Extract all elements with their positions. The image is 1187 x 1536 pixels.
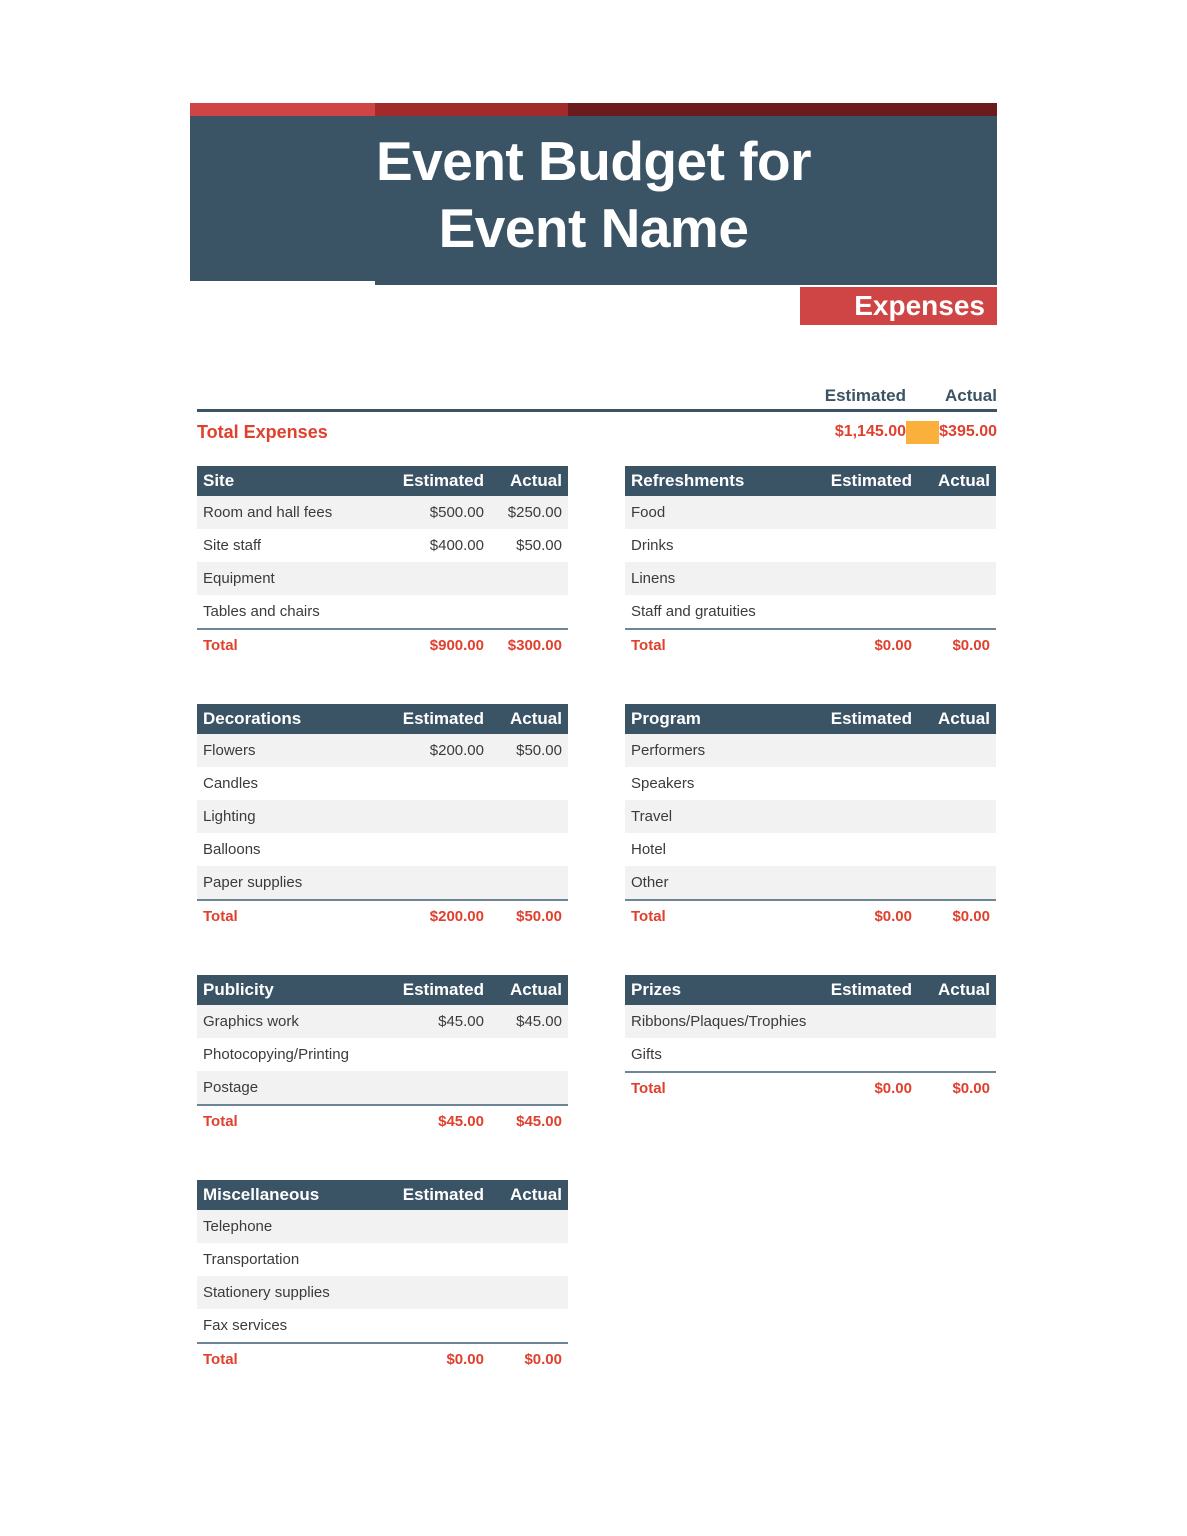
category-total-actual: $50.00	[516, 907, 562, 925]
category-total-estimated: $45.00	[438, 1112, 484, 1130]
category-title: Program	[631, 709, 701, 728]
category-total-actual: $0.00	[952, 907, 990, 925]
category-actual-header: Actual	[510, 980, 562, 999]
table-row[interactable]	[625, 595, 996, 628]
category-actual-header: Actual	[938, 709, 990, 728]
table-row[interactable]	[197, 1210, 568, 1243]
line-item-name: Lighting	[203, 808, 256, 825]
category-title: Decorations	[203, 709, 302, 728]
table-row[interactable]	[197, 1243, 568, 1276]
category-title: Refreshments	[631, 471, 745, 490]
category-header-row	[197, 704, 568, 734]
total-expenses-actual: $395.00	[939, 423, 997, 440]
line-item-name: Paper supplies	[203, 874, 303, 891]
line-item-actual[interactable]: $45.00	[516, 1013, 562, 1030]
table-row[interactable]	[625, 833, 996, 866]
category-estimated-header: Estimated	[830, 980, 912, 999]
line-item-name: Candles	[203, 775, 259, 792]
category-total-label: Total	[631, 636, 666, 654]
line-item-name: Photocopying/Printing	[203, 1046, 349, 1063]
line-item-name: Food	[631, 504, 666, 521]
category-total-label: Total	[203, 907, 238, 925]
expenses-tag-label: Expenses	[854, 290, 985, 321]
total-expenses-label: Total Expenses	[197, 421, 328, 442]
page-title-line2: Event Name	[438, 197, 749, 260]
line-item-name: Speakers	[631, 775, 695, 792]
table-row[interactable]	[625, 1038, 996, 1071]
table-row[interactable]	[197, 833, 568, 866]
category-header-row	[197, 975, 568, 1005]
line-item-estimated[interactable]: $45.00	[438, 1013, 484, 1030]
line-item-actual[interactable]: $250.00	[507, 504, 562, 521]
category-table-decorations	[197, 704, 568, 931]
table-row[interactable]	[197, 1071, 568, 1104]
category-title: Publicity	[203, 980, 274, 999]
table-row[interactable]	[625, 866, 996, 899]
line-item-name: Room and hall fees	[203, 504, 333, 521]
category-total-actual: $300.00	[507, 636, 562, 654]
category-total-actual: $0.00	[524, 1350, 562, 1368]
total-actual-header: Actual	[945, 386, 997, 405]
line-item-name: Tables and chairs	[203, 603, 320, 620]
category-table-miscellaneous	[197, 1180, 568, 1374]
category-header-row	[625, 704, 996, 734]
line-item-name: Equipment	[203, 570, 275, 587]
category-table-publicity	[197, 975, 568, 1136]
category-title: Prizes	[631, 980, 682, 999]
line-item-name: Telephone	[203, 1218, 273, 1235]
table-row[interactable]	[625, 1005, 996, 1038]
line-item-name: Ribbons/Plaques/Trophies	[631, 1013, 807, 1030]
category-total-label: Total	[631, 907, 666, 925]
table-row[interactable]	[197, 1005, 568, 1038]
total-estimated-header: Estimated	[824, 386, 906, 405]
category-total-estimated: $0.00	[446, 1350, 484, 1368]
table-row[interactable]	[197, 496, 568, 529]
category-total-row	[197, 1106, 568, 1136]
line-item-name: Site staff	[203, 537, 262, 554]
category-total-actual: $0.00	[952, 1079, 990, 1097]
category-estimated-header: Estimated	[830, 471, 912, 490]
line-item-estimated[interactable]: $200.00	[429, 742, 484, 759]
line-item-actual[interactable]: $50.00	[516, 742, 562, 759]
category-total-row	[625, 1073, 996, 1103]
category-total-label: Total	[203, 1350, 238, 1368]
table-row[interactable]	[197, 800, 568, 833]
category-estimated-header: Estimated	[830, 709, 912, 728]
table-row[interactable]	[625, 767, 996, 800]
category-table-prizes	[625, 975, 996, 1103]
table-row[interactable]	[197, 734, 568, 767]
table-row[interactable]	[197, 1276, 568, 1309]
line-item-name: Stationery supplies	[203, 1284, 330, 1301]
category-table-program	[625, 704, 996, 931]
category-total-row	[625, 901, 996, 931]
table-row[interactable]	[197, 866, 568, 899]
table-row[interactable]	[197, 1309, 568, 1342]
line-item-name: Linens	[631, 570, 676, 587]
page-title-line1: Event Budget for	[375, 130, 812, 192]
category-header-row	[197, 466, 568, 496]
line-item-name: Postage	[203, 1079, 259, 1096]
line-item-estimated[interactable]: $500.00	[429, 504, 484, 521]
table-row[interactable]	[625, 562, 996, 595]
line-item-name: Fax services	[203, 1317, 288, 1334]
category-estimated-header: Estimated	[402, 980, 484, 999]
total-expenses-estimated: $1,145.00	[834, 423, 906, 440]
category-total-row	[197, 901, 568, 931]
line-item-name: Travel	[631, 808, 673, 825]
category-total-row	[197, 630, 568, 660]
category-table-refreshments	[625, 466, 996, 660]
line-item-name: Drinks	[631, 537, 674, 554]
table-row[interactable]	[625, 496, 996, 529]
line-item-name: Flowers	[203, 742, 256, 759]
table-row[interactable]	[625, 529, 996, 562]
line-item-actual[interactable]: $50.00	[516, 537, 562, 554]
category-total-row	[197, 1344, 568, 1374]
category-total-label: Total	[203, 1112, 238, 1130]
category-actual-header: Actual	[510, 1185, 562, 1204]
category-table-site	[197, 466, 568, 660]
category-actual-header: Actual	[938, 980, 990, 999]
category-total-estimated: $0.00	[874, 907, 912, 925]
line-item-estimated[interactable]: $400.00	[429, 537, 484, 554]
category-estimated-header: Estimated	[402, 1185, 484, 1204]
category-header-row	[625, 466, 996, 496]
line-item-name: Graphics work	[203, 1013, 299, 1030]
category-estimated-header: Estimated	[402, 709, 484, 728]
category-total-actual: $45.00	[516, 1112, 562, 1130]
table-row[interactable]	[197, 595, 568, 628]
category-estimated-header: Estimated	[402, 471, 484, 490]
table-row[interactable]	[625, 800, 996, 833]
category-total-row	[625, 630, 996, 660]
line-item-name: Gifts	[631, 1046, 662, 1063]
line-item-name: Performers	[631, 742, 706, 759]
table-row[interactable]	[625, 734, 996, 767]
category-total-estimated: $200.00	[429, 907, 484, 925]
category-title: Miscellaneous	[203, 1185, 320, 1204]
category-actual-header: Actual	[938, 471, 990, 490]
line-item-name: Balloons	[203, 841, 261, 858]
table-row[interactable]	[197, 767, 568, 800]
category-header-row	[625, 975, 996, 1005]
category-total-estimated: $0.00	[874, 1079, 912, 1097]
category-total-estimated: $0.00	[874, 636, 912, 654]
category-total-label: Total	[631, 1079, 666, 1097]
category-total-estimated: $900.00	[429, 636, 484, 654]
category-actual-header: Actual	[510, 471, 562, 490]
table-row[interactable]	[197, 562, 568, 595]
line-item-name: Staff and gratuities	[631, 603, 756, 620]
table-row[interactable]	[197, 529, 568, 562]
category-actual-header: Actual	[510, 709, 562, 728]
table-row[interactable]	[197, 1038, 568, 1071]
category-total-actual: $0.00	[952, 636, 990, 654]
category-total-label: Total	[203, 636, 238, 654]
category-header-row	[197, 1180, 568, 1210]
line-item-name: Hotel	[631, 841, 667, 858]
line-item-name: Transportation	[203, 1251, 300, 1268]
line-item-name: Other	[631, 874, 669, 891]
category-title: Site	[203, 471, 235, 490]
